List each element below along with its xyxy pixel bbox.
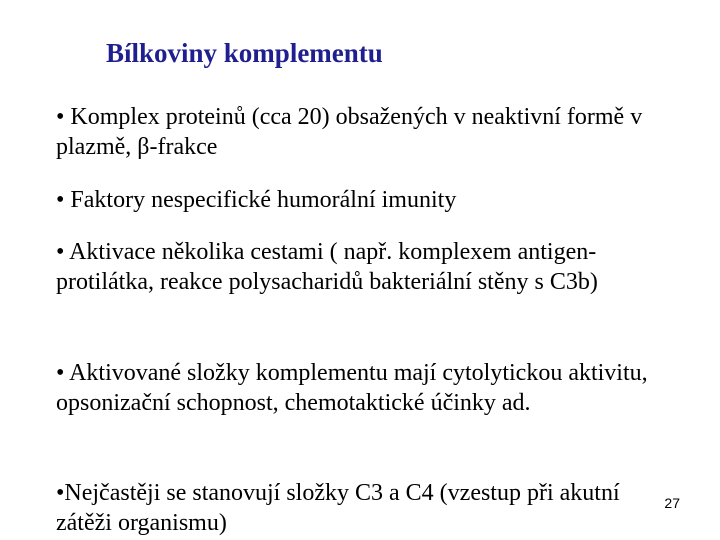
slide-title: Bílkoviny komplementu	[106, 38, 383, 68]
bullet-item: • Faktory nespecifické humorální imunity	[56, 187, 457, 213]
bullet-item: • Aktivované složky komplementu mají cytolytickou aktivitu, opsonizační schopnost, chemotaktické účinky ad.	[56, 360, 648, 416]
page-number: 27	[664, 495, 680, 511]
bullet-item: • Komplex proteinů (cca 20) obsažených v neaktivní formě v plazmě, β-frakce	[56, 104, 643, 160]
bullet-item: • Aktivace několika cestami ( např. komplexem antigen-protilátka, reakce polysacharidů bakteriální stěny s C3b)	[56, 239, 598, 295]
bullet-item: •Nejčastěji se stanovují složky C3 a C4 (vzestup při akutní zátěži organismu)	[56, 480, 620, 536]
